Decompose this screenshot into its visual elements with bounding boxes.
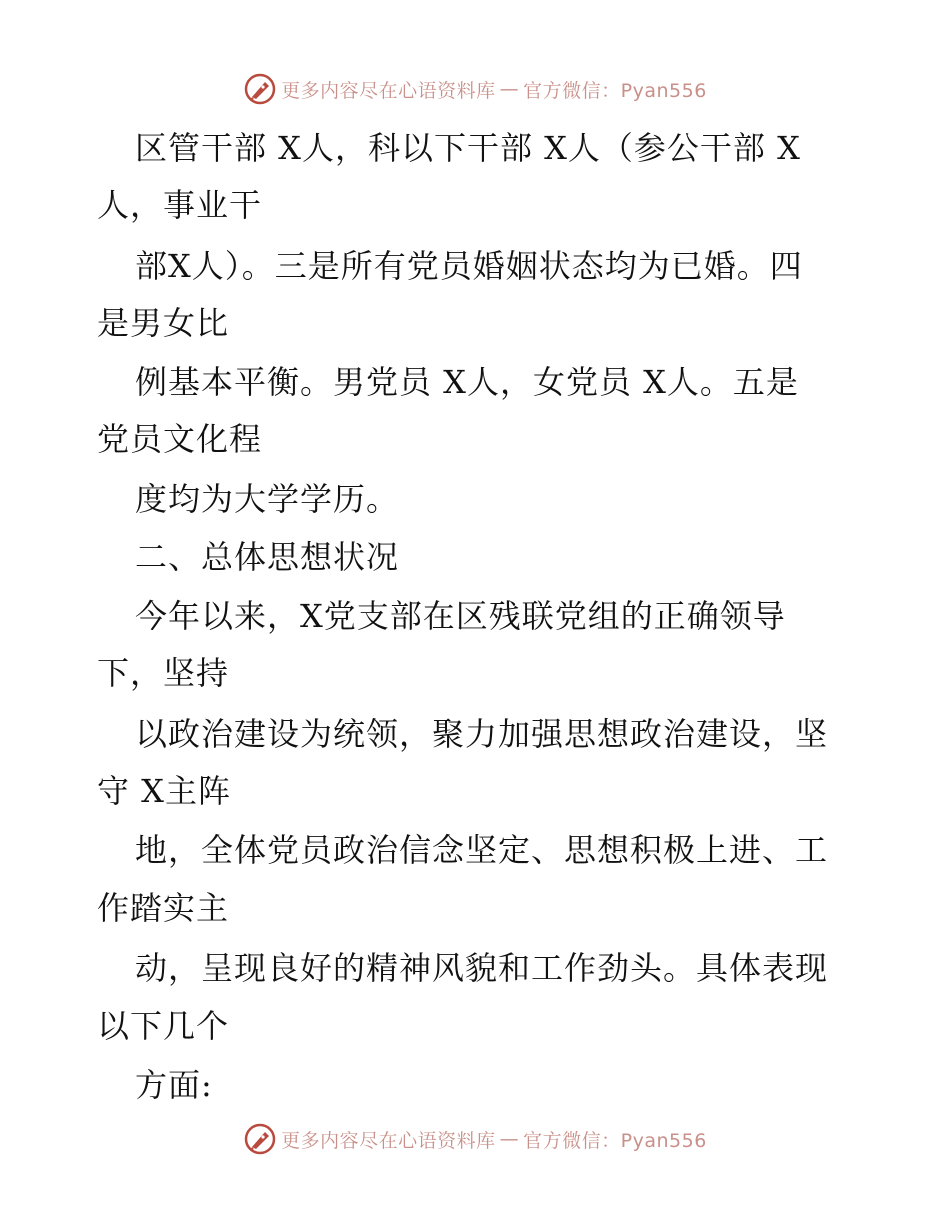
body-line: 度均为大学学历。 xyxy=(135,480,400,518)
pen-nib-logo-icon xyxy=(243,72,277,106)
body-line: 例基本平衡。男党员 X人，女党员 X人。五是 xyxy=(135,363,799,401)
body-line: 守 X主阵 xyxy=(97,772,231,810)
watermark-dash: — xyxy=(499,78,520,100)
body-line: 人，事业干 xyxy=(97,186,263,224)
body-line: 下，坚持 xyxy=(97,654,230,692)
body-line: 今年以来，X党支部在区残联党组的正确领导 xyxy=(135,597,786,635)
watermark-text: 更多内容尽在心语资料库 xyxy=(281,79,496,102)
body-line: 作踏实主 xyxy=(97,889,230,927)
watermark-wechat: 官方微信：Pyan556 xyxy=(523,79,707,102)
body-line: 以政治建设为统领，聚力加强思想政治建设，坚 xyxy=(135,715,829,753)
body-line: 地，全体党员政治信念坚定、思想积极上进、工 xyxy=(135,831,829,869)
body-line: 区管干部 X人，科以下干部 X人（参公干部 X xyxy=(135,129,801,167)
section-heading: 二、总体思想状况 xyxy=(135,538,400,576)
watermark-wechat: 官方微信：Pyan556 xyxy=(523,1129,707,1152)
header-watermark xyxy=(0,72,950,106)
body-line: 以下几个 xyxy=(97,1007,230,1045)
body-line: 部X人）。三是所有党员婚姻状态均为已婚。四 xyxy=(135,247,803,285)
footer-watermark xyxy=(0,1122,950,1156)
body-line: 方面: xyxy=(135,1066,213,1104)
watermark-text: 更多内容尽在心语资料库 xyxy=(281,1129,496,1152)
body-line: 动，呈现良好的精神风貌和工作劲头。具体表现 xyxy=(135,949,829,987)
body-line: 是男女比 xyxy=(97,304,230,342)
body-line: 党员文化程 xyxy=(97,420,263,458)
watermark-dash: — xyxy=(499,1128,520,1150)
pen-nib-logo-icon xyxy=(243,1122,277,1156)
